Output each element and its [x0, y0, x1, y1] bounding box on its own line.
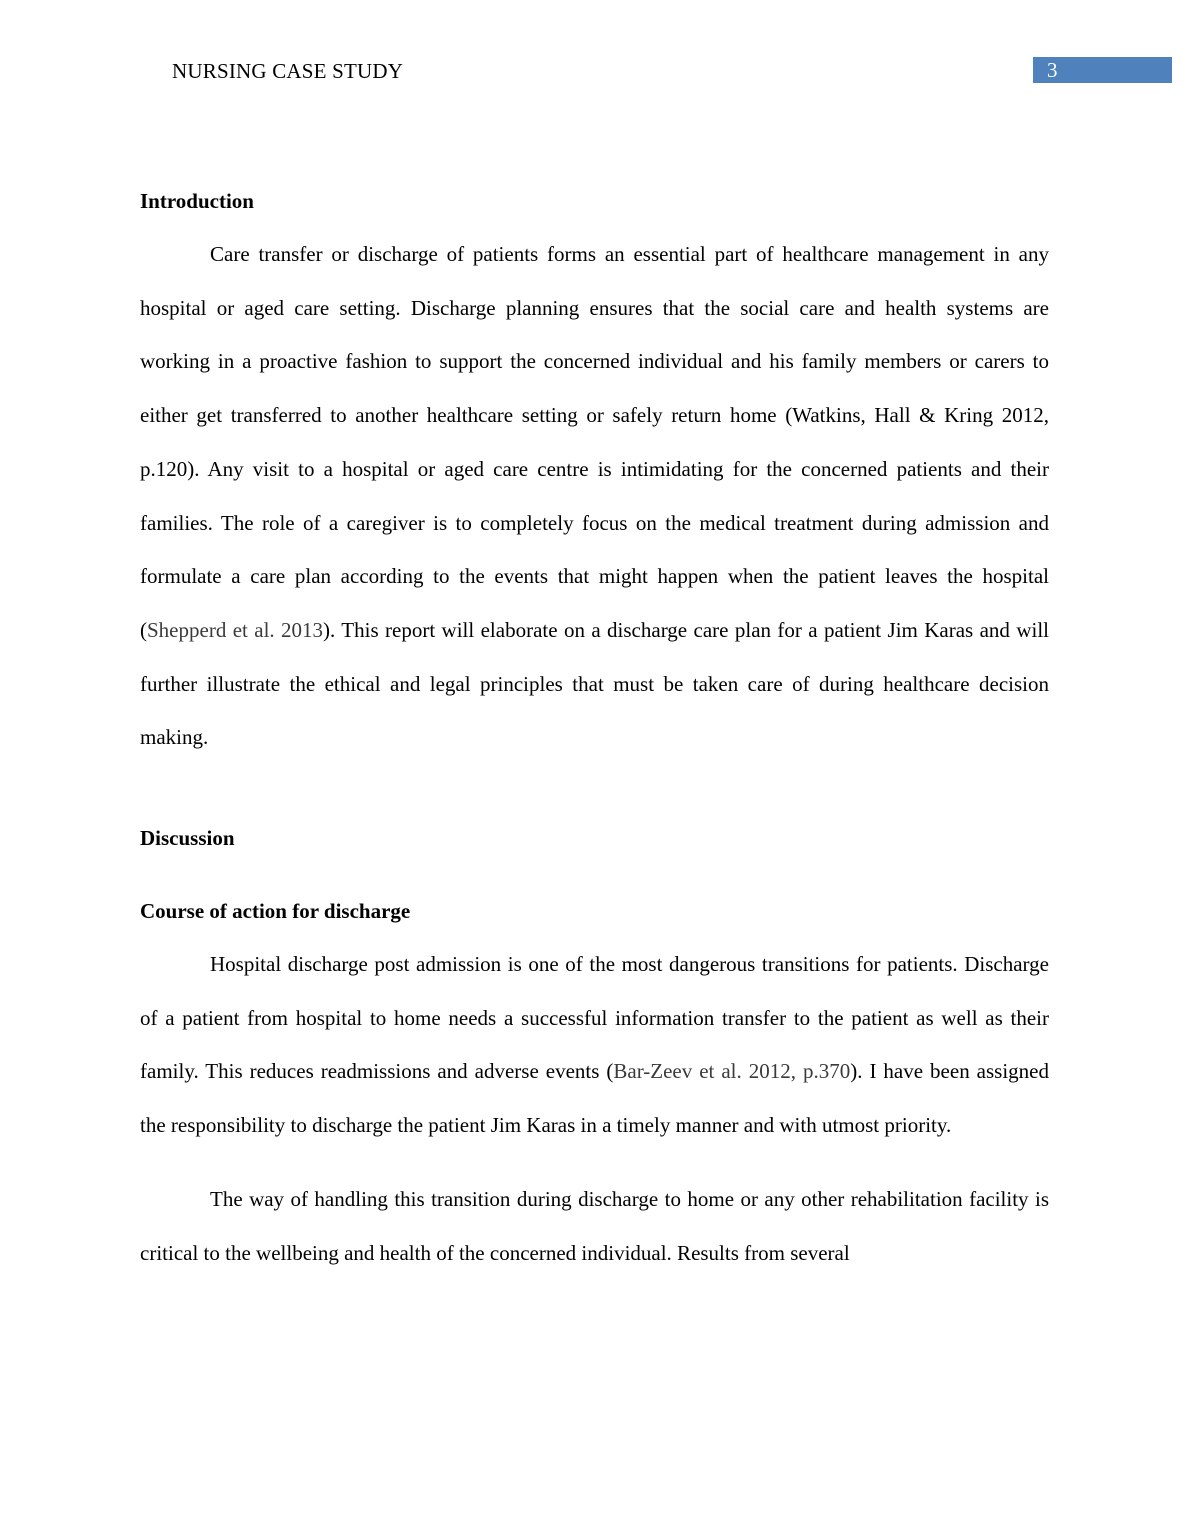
citation-shepperd: Shepperd et al. 2013: [147, 617, 324, 642]
page-number: 3: [1047, 58, 1058, 82]
introduction-heading: Introduction: [140, 189, 254, 213]
document-body: [140, 174, 1049, 1280]
running-head: NURSING CASE STUDY: [172, 59, 404, 83]
transition-paragraph: The way of handling this transition during discharge to home or any other rehabilitation facility is critical to the wellbeing and health of the concerned individual. Results from several: [140, 1186, 1049, 1265]
discharge-text-a: Hospital discharge post admission is one of the most dangerous transitions for patients. Discharge of a patient from hospital to home needs a successful information transfer to the patient as well as their family. This reduces readmissions and adverse events (: [140, 952, 1049, 1084]
page-number-box: [1033, 57, 1172, 83]
citation-bar-zeev: Bar-Zeev et al. 2012, p.370: [613, 1059, 851, 1084]
discharge-text-b: ). I have been assigned the responsibility to discharge the patient Jim Karas in a timely manner and with utmost priority.: [140, 1059, 1049, 1138]
introduction-paragraph: [140, 228, 1049, 765]
introduction-text-a: Care transfer or discharge of patients forms an essential part of healthcare management in any hospital or aged care setting. Discharge planning ensures that the social care and health systems are working in a proactive fashion to support the concerned individual and his family members or carers to either get transferred to another healthcare setting or safely return home (Watkins, Hall & Kring 2012, p.120). Any visit to a hospital or aged care centre is intimidating for the concerned patients and their families. The role of a caregiver is to completely focus on the medical treatment during admission and formulate a care plan according to the events that might happen when the patient leaves the hospital (: [140, 242, 1049, 642]
course-of-action-heading: Course of action for discharge: [140, 899, 411, 924]
discussion-heading: Discussion: [140, 826, 235, 851]
introduction-text-b: ). This report will elaborate on a discharge care plan for a patient Jim Karas and will further illustrate the ethical and legal principles that must be taken care of during healthcare decision making.: [140, 617, 1049, 750]
discharge-paragraph: [140, 938, 1049, 1153]
